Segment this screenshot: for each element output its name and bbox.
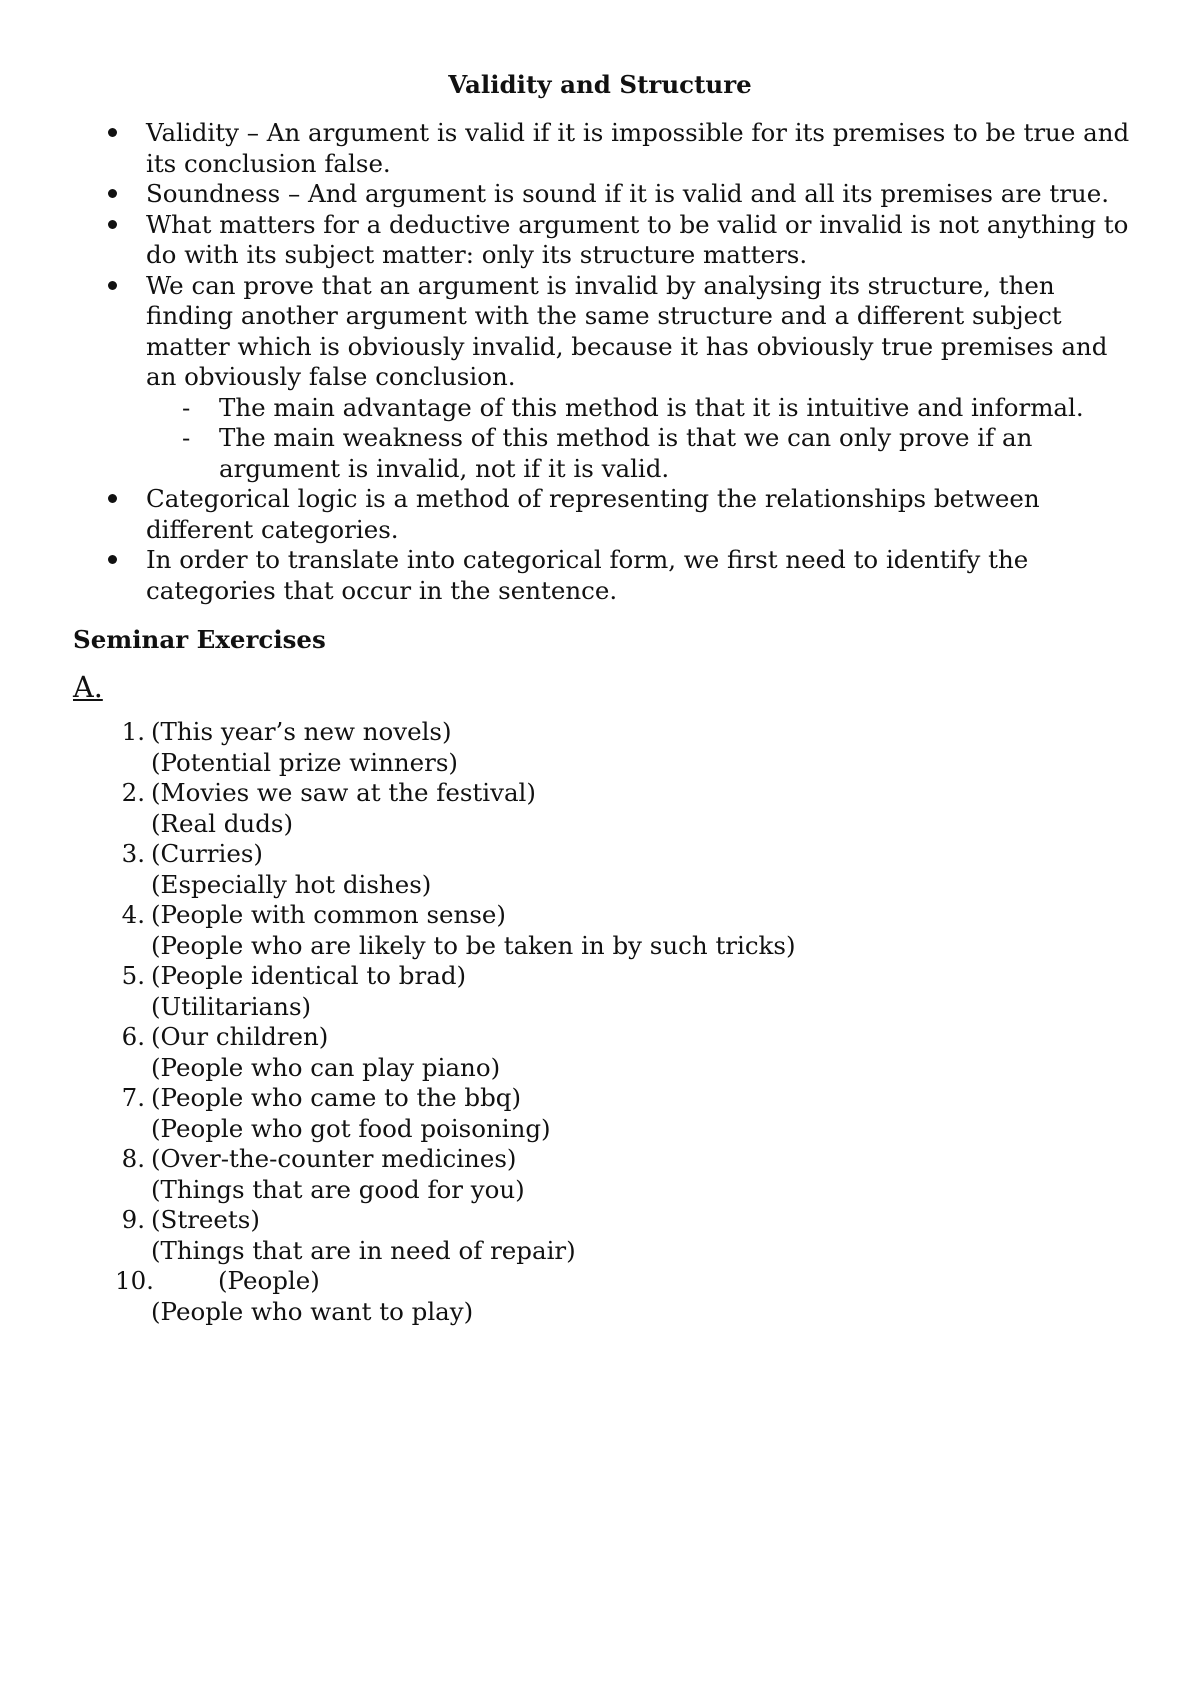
exercise-item — [0, 1205, 1200, 1266]
exercise-category-a: (Our children) — [151, 1022, 329, 1051]
bullet-dot-icon — [108, 494, 117, 503]
bullet-dot-icon — [108, 128, 117, 137]
dash-marker: - — [182, 392, 191, 422]
exercise-number: 5. — [121, 961, 145, 990]
exercise-number: 2. — [121, 778, 145, 807]
notes-bullet-list — [0, 118, 1200, 606]
bullet-item — [0, 210, 1200, 271]
bullet-item — [0, 271, 1200, 485]
sub-bullet-item — [146, 423, 1130, 484]
bullet-item — [0, 118, 1200, 179]
exercise-number: 1. — [121, 717, 145, 746]
sub-bullet-text: The main weakness of this method is that we can only prove if an argument is invalid, not if it is valid. — [219, 423, 1033, 483]
dash-marker: - — [182, 423, 191, 452]
exercise-category-a: (People with common sense) — [151, 900, 506, 929]
exercise-number: 6. — [121, 1022, 145, 1051]
exercise-item — [0, 1083, 1200, 1144]
exercise-item — [0, 778, 1200, 839]
exercise-category-b: (People who want to play) — [151, 1296, 474, 1326]
exercise-category-a: (Over-the-counter medicines) — [151, 1144, 517, 1173]
bullet-item — [0, 484, 1200, 545]
sub-bullet-text: The main advantage of this method is that it is intuitive and informal. — [219, 392, 1084, 422]
exercise-category-a: (Streets) — [151, 1205, 260, 1234]
bullet-text: In order to translate into categorical form, we first need to identify the categories that occur in the sentence. — [146, 545, 1029, 605]
exercise-number: 9. — [121, 1205, 145, 1234]
bullet-dot-icon — [108, 220, 117, 229]
exercise-item — [0, 1022, 1200, 1083]
bullet-dot-icon — [108, 281, 117, 290]
exercise-category-b: (People who got food poisoning) — [151, 1113, 551, 1143]
bullet-text: What matters for a deductive argument to be valid or invalid is not anything to do with its subject matter: only its structure matters. — [146, 209, 1129, 269]
exercise-category-b: (Things that are in need of repair) — [151, 1235, 576, 1265]
exercise-list — [0, 717, 1200, 1327]
exercise-category-a: (People identical to brad) — [151, 961, 467, 990]
bullet-text: Categorical logic is a method of representing the relationships between different categories. — [146, 484, 1040, 544]
bullet-item — [0, 545, 1200, 606]
exercise-item — [0, 839, 1200, 900]
section-heading: Seminar Exercises — [73, 625, 326, 654]
exercise-category-a: (People who came to the bbq) — [151, 1083, 522, 1112]
bullet-text: Validity – An argument is valid if it is impossible for its premises to be true and its conclusion false. — [146, 118, 1130, 178]
bullet-text: Soundness – And argument is sound if it is valid and all its premises are true. — [146, 179, 1109, 208]
exercise-category-b: (People who can play piano) — [151, 1052, 501, 1082]
exercise-number: 8. — [121, 1144, 145, 1173]
sub-bullet-item — [146, 393, 1130, 424]
exercise-item — [0, 961, 1200, 1022]
document-title: Validity and Structure — [448, 70, 752, 99]
exercise-category-b: (Potential prize winners) — [151, 747, 458, 777]
bullet-text: We can prove that an argument is invalid by analysing its structure, then finding another argument with the same structure and a different subject matter which is obviously invalid, because it has obviously true premises and an obviously false conclusion. — [146, 270, 1108, 391]
exercise-category-a: (People) — [218, 1266, 320, 1295]
exercise-item — [0, 1266, 1200, 1327]
exercise-number: 7. — [121, 1083, 145, 1112]
exercise-category-b: (People who are likely to be taken in by such tricks) — [151, 930, 796, 960]
exercise-category-b: (Especially hot dishes) — [151, 869, 432, 899]
exercise-item — [0, 1144, 1200, 1205]
exercise-category-a: (Movies we saw at the festival) — [151, 778, 536, 807]
exercise-number: 4. — [121, 900, 145, 929]
exercise-number: 3. — [121, 839, 145, 868]
bullet-dot-icon — [108, 555, 117, 564]
bullet-item — [0, 179, 1200, 210]
exercise-category-a: (This year’s new novels) — [151, 717, 452, 746]
exercise-category-b: (Things that are good for you) — [151, 1174, 525, 1204]
exercise-item — [0, 717, 1200, 778]
exercise-number: 10. — [115, 1266, 154, 1295]
exercise-subheading: A. — [73, 670, 103, 704]
exercise-category-b: (Real duds) — [151, 808, 294, 838]
exercise-category-b: (Utilitarians) — [151, 991, 312, 1021]
sub-bullet-list — [146, 393, 1130, 485]
bullet-dot-icon — [108, 189, 117, 198]
exercise-category-a: (Curries) — [151, 839, 263, 868]
exercise-item — [0, 900, 1200, 961]
